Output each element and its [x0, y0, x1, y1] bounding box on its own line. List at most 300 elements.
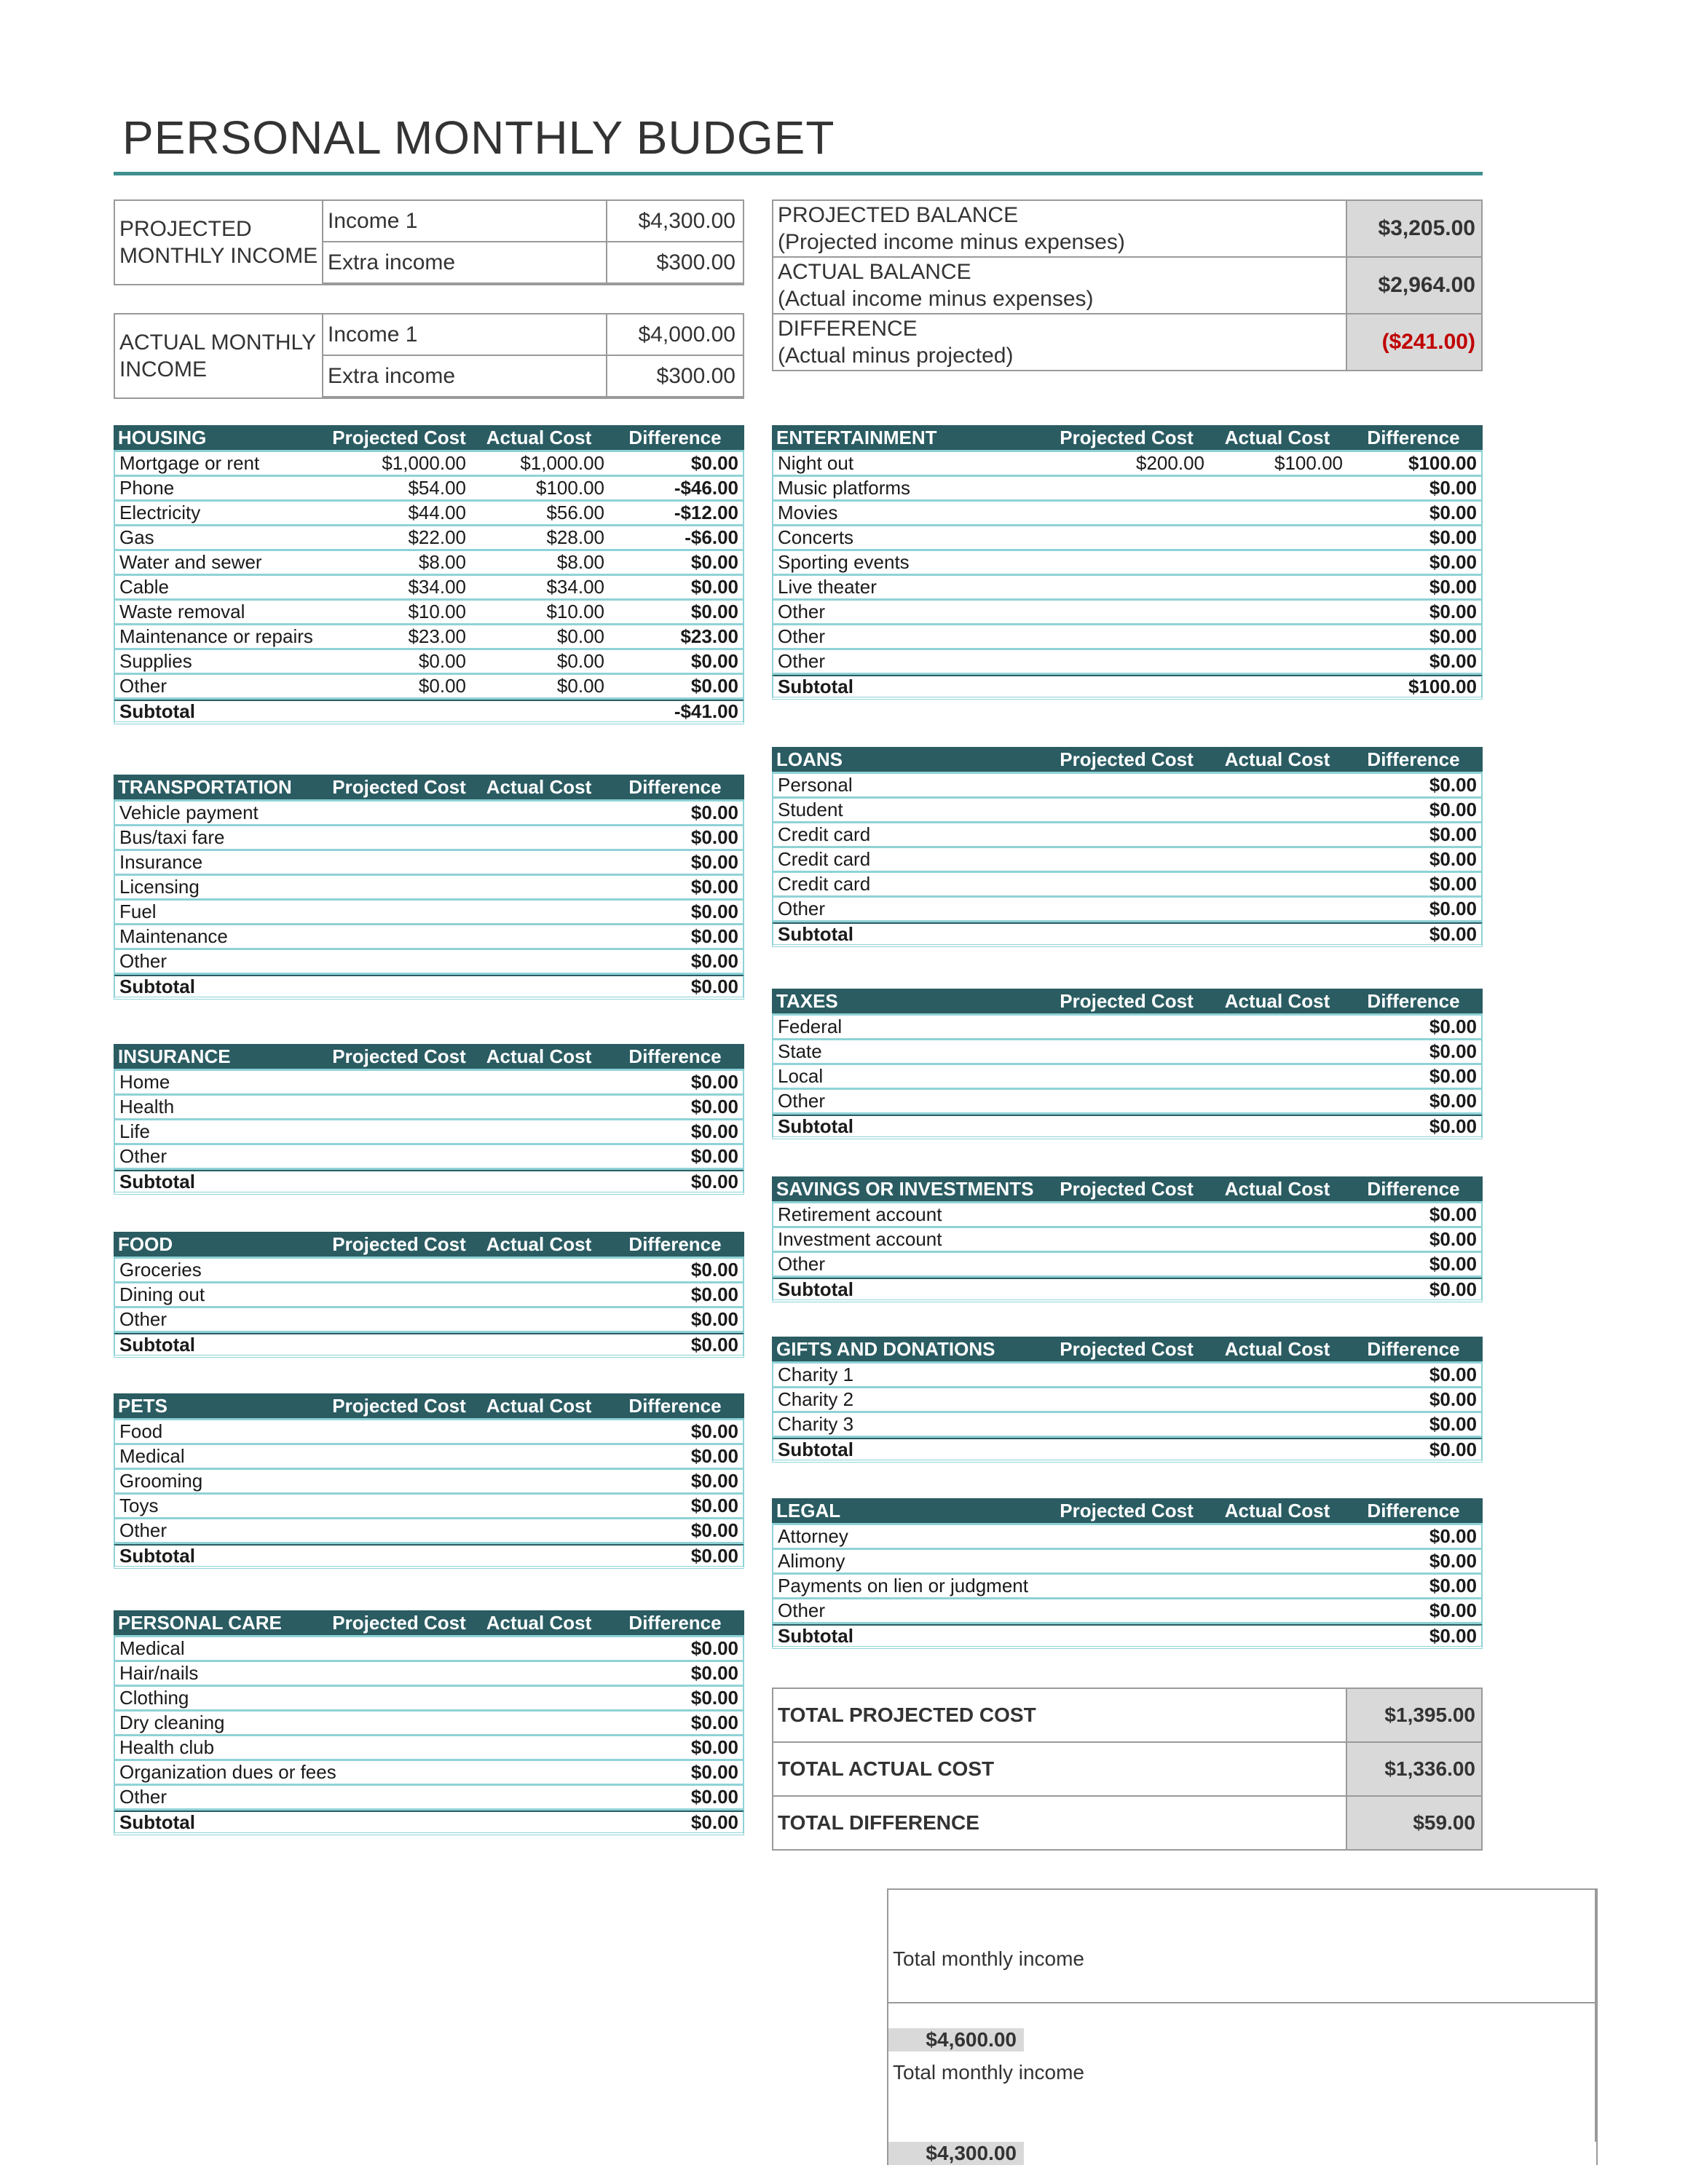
table-row [772, 823, 1483, 848]
difference-cell: $0.00 [690, 1283, 738, 1305]
column-header-projected: Projected Cost [332, 1045, 466, 1067]
table-row [772, 650, 1483, 675]
subtotal-row [114, 1811, 744, 1835]
column-header-projected: Projected Cost [1060, 748, 1194, 770]
projected-income-row [323, 201, 743, 242]
balance-note: (Actual minus projected) [778, 344, 1014, 368]
row-label: Water and sewer [119, 551, 262, 573]
difference-cell: $0.00 [1429, 1203, 1477, 1225]
difference-cell: $0.00 [690, 1308, 738, 1330]
subtotal-label: Subtotal [119, 1333, 195, 1356]
table-row [114, 502, 744, 526]
row-label: Total monthly income [888, 1890, 1596, 2028]
value-cell[interactable]: $300.00 [656, 250, 735, 274]
row-label: Live theater [778, 576, 877, 598]
table-header [114, 1232, 744, 1259]
table-row [114, 675, 744, 700]
difference-cell: $0.00 [690, 1071, 738, 1093]
table-header [114, 1610, 744, 1637]
difference-cell: $0.00 [1429, 1090, 1477, 1112]
projected-balance-row [773, 201, 1481, 258]
title-divider [114, 172, 1483, 175]
actual-cost-cell[interactable]: $0.00 [556, 625, 604, 647]
difference-cell: $0.00 [690, 851, 738, 873]
column-header-difference: Difference [1367, 989, 1460, 1012]
projected-cost-cell[interactable]: $22.00 [408, 526, 466, 548]
actual-cost-cell[interactable]: $100.00 [1274, 452, 1343, 474]
row-label: Waste removal [119, 601, 245, 622]
table-row [772, 625, 1483, 650]
difference-cell: $0.00 [1429, 873, 1477, 895]
table-row [772, 1364, 1483, 1388]
table-row [114, 1662, 744, 1687]
column-header-projected: Projected Cost [1060, 1177, 1194, 1200]
difference-cell: $0.00 [1429, 1388, 1477, 1410]
value-cell[interactable]: $4,000.00 [638, 322, 735, 347]
subtotal-value: $0.00 [1429, 1624, 1477, 1647]
projected-cost-cell[interactable]: $54.00 [408, 477, 466, 499]
value-cell[interactable]: $4,300.00 [638, 208, 735, 233]
table-header [114, 1044, 744, 1071]
difference-cell: $0.00 [690, 1519, 738, 1541]
difference-cell: $0.00 [690, 1786, 738, 1808]
subtotal-value: $100.00 [1408, 675, 1477, 697]
row-label: State [778, 1040, 822, 1062]
row-label: Other [778, 1599, 826, 1621]
subtotal-value: $0.00 [690, 1170, 738, 1192]
column-header-actual: Actual Cost [1224, 989, 1330, 1012]
difference-cell: $0.00 [690, 576, 738, 598]
row-label: Local [778, 1065, 824, 1087]
projected-cost-cell[interactable]: $0.00 [418, 650, 466, 672]
category-title: LOANS [776, 748, 843, 770]
subtotal-value: $0.00 [690, 1544, 738, 1567]
difference-cell: $0.00 [1429, 1065, 1477, 1087]
actual-cost-cell[interactable]: $1,000.00 [520, 452, 604, 474]
row-label: Hair/nails [119, 1662, 199, 1684]
subtotal-label: Subtotal [119, 1170, 195, 1192]
row-label: Health club [119, 1736, 215, 1758]
actual-cost-cell[interactable]: $34.00 [546, 576, 604, 598]
row-label: Attorney [778, 1525, 848, 1547]
row-label: Sporting events [778, 551, 910, 573]
table-row [114, 601, 744, 625]
subtotal-row [772, 675, 1483, 700]
table-row [114, 826, 744, 851]
table-row [772, 1253, 1483, 1278]
difference-cell: $0.00 [1429, 848, 1477, 870]
difference-cell: $0.00 [690, 1420, 738, 1442]
subtotal-value: $0.00 [1429, 1278, 1477, 1300]
subtotal-value: $0.00 [690, 975, 738, 997]
table-row [772, 1040, 1483, 1065]
balance-note: (Projected income minus expenses) [778, 230, 1125, 254]
table-row [114, 477, 744, 502]
table-row [114, 1145, 744, 1170]
table-row [114, 1308, 744, 1333]
difference-cell: $100.00 [1408, 452, 1477, 474]
balance-title: PROJECTED BALANCE [778, 203, 1019, 227]
table-row [114, 1736, 744, 1761]
row-label: Extra income [323, 242, 607, 282]
table-row [772, 1228, 1483, 1253]
subtotal-row [772, 1624, 1483, 1649]
row-label: Other [119, 950, 167, 972]
legal-table [772, 1498, 1483, 1649]
balance-title: ACTUAL BALANCE [778, 260, 971, 284]
table-row [114, 650, 744, 675]
projected-cost-cell[interactable]: $10.00 [408, 601, 466, 622]
subtotal-label: Subtotal [778, 1438, 853, 1460]
row-label: Music platforms [778, 477, 911, 499]
table-row [772, 774, 1483, 799]
table-row [114, 1071, 744, 1096]
subtotal-label: Subtotal [778, 1278, 853, 1300]
difference-cell: $0.00 [690, 1470, 738, 1492]
table-row [114, 576, 744, 601]
subtotal-row [114, 1333, 744, 1358]
subtotal-row [114, 975, 744, 1000]
table-header [772, 1337, 1483, 1364]
difference-cell: $0.00 [1429, 576, 1477, 598]
difference-cell: $0.00 [1429, 1525, 1477, 1547]
table-row [772, 1575, 1483, 1599]
difference-cell: $0.00 [1429, 823, 1477, 845]
table-row [772, 452, 1483, 477]
table-row [114, 1470, 744, 1495]
row-label: Other [778, 898, 826, 919]
difference-cell: $0.00 [690, 452, 738, 474]
table-row [114, 551, 744, 576]
table-row [114, 1761, 744, 1786]
row-label: Medical [119, 1445, 185, 1467]
row-label: Dining out [119, 1283, 205, 1305]
row-label: Charity 3 [778, 1413, 854, 1435]
table-row [114, 1495, 744, 1519]
difference-cell: $0.00 [690, 1145, 738, 1167]
table-row [114, 950, 744, 975]
row-label: Credit card [778, 873, 871, 895]
difference-cell: $0.00 [690, 802, 738, 823]
projected-balance-value: $3,205.00 [1347, 201, 1481, 256]
balance-label [773, 201, 1347, 256]
difference-cell: $0.00 [1429, 650, 1477, 672]
column-header-difference: Difference [628, 426, 722, 448]
row-label: Cable [119, 576, 169, 598]
balance-label [773, 314, 1347, 370]
difference-cell: $0.00 [690, 601, 738, 622]
subtotal-value: $0.00 [690, 1333, 738, 1356]
row-label: Retirement account [778, 1203, 942, 1225]
column-header-difference: Difference [1367, 1177, 1460, 1200]
difference-cell: -$6.00 [685, 526, 738, 548]
difference-cell: $0.00 [690, 1495, 738, 1516]
row-label: Charity 1 [778, 1364, 854, 1385]
projected-income-row [323, 242, 743, 284]
difference-cell: $0.00 [690, 551, 738, 573]
row-label: Other [119, 1786, 167, 1808]
actual-income-row [323, 314, 743, 356]
total-value-cell: $4,300.00 [888, 2142, 1024, 2165]
row-label: Supplies [119, 650, 192, 672]
subtotal-row [114, 1170, 744, 1195]
difference-cell: $0.00 [690, 1687, 738, 1709]
row-label: Other [778, 650, 826, 672]
column-header-actual: Actual Cost [1224, 426, 1330, 448]
difference-cell: $0.00 [1429, 1016, 1477, 1037]
table-row [114, 1445, 744, 1470]
difference-cell: $0.00 [1429, 1413, 1477, 1435]
subtotal-label: Subtotal [119, 700, 195, 722]
projected-cost-cell[interactable]: $23.00 [408, 625, 466, 647]
row-label: Federal [778, 1016, 843, 1037]
row-label: Groceries [119, 1259, 202, 1281]
projected-cost-cell[interactable]: $1,000.00 [382, 452, 466, 474]
category-title: LEGAL [776, 1499, 841, 1522]
table-row [772, 1016, 1483, 1040]
table-row [772, 799, 1483, 823]
row-label: Other [119, 1308, 167, 1330]
total-actual-value: $1,336.00 [1347, 1743, 1481, 1795]
column-header-projected: Projected Cost [1060, 426, 1194, 448]
difference-cell: $0.00 [1429, 1575, 1477, 1597]
difference-cell: $0.00 [690, 1712, 738, 1733]
difference-cell: $0.00 [1429, 502, 1477, 523]
row-label: Licensing [119, 876, 200, 898]
projected-cost-cell[interactable]: $44.00 [408, 502, 466, 523]
difference-cell: $0.00 [690, 1445, 738, 1467]
table-row [114, 1519, 744, 1544]
projected-cost-cell[interactable]: $8.00 [418, 551, 466, 573]
difference-cell: $0.00 [1429, 774, 1477, 796]
row-label: Income 1 [323, 201, 607, 241]
actual-cost-cell[interactable]: $8.00 [556, 551, 604, 573]
personal-care-table [114, 1610, 744, 1835]
actual-balance-row [773, 258, 1481, 314]
column-header-projected: Projected Cost [1060, 1499, 1194, 1522]
category-title: INSURANCE [118, 1045, 231, 1067]
subtotal-row [114, 1544, 744, 1569]
actual-income-label: ACTUAL MONTHLY INCOME [115, 314, 323, 397]
table-row [114, 1712, 744, 1736]
subtotal-row [772, 1115, 1483, 1139]
column-header-actual: Actual Cost [486, 1233, 592, 1255]
difference-cell: $0.00 [1429, 1364, 1477, 1385]
column-header-actual: Actual Cost [486, 1045, 592, 1067]
category-title: PETS [118, 1394, 167, 1417]
column-header-difference: Difference [628, 1394, 722, 1417]
table-row [772, 601, 1483, 625]
table-row [114, 802, 744, 826]
savings-or-investments-table [772, 1176, 1483, 1302]
row-label: Credit card [778, 848, 871, 870]
difference-cell: $0.00 [690, 1662, 738, 1684]
difference-cell: $0.00 [690, 1259, 738, 1281]
column-header-difference: Difference [628, 1233, 722, 1255]
balance-title: DIFFERENCE [778, 317, 918, 341]
difference-cell: $0.00 [1429, 551, 1477, 573]
difference-row [773, 314, 1481, 370]
subtotal-label: Subtotal [119, 1811, 195, 1833]
difference-cell: $0.00 [690, 901, 738, 922]
table-row [114, 851, 744, 876]
column-header-projected: Projected Cost [332, 1233, 466, 1255]
difference-cell: $0.00 [690, 1761, 738, 1783]
total-label: TOTAL ACTUAL COST [773, 1743, 1347, 1795]
row-label: Alimony [778, 1550, 845, 1572]
actual-cost-cell[interactable]: $100.00 [536, 477, 604, 499]
difference-cell: $0.00 [690, 1637, 738, 1659]
column-header-difference: Difference [628, 775, 722, 798]
row-label: Concerts [778, 526, 854, 548]
projected-income-label: PROJECTED MONTHLY INCOME [115, 201, 323, 284]
row-label: Personal [778, 774, 853, 796]
table-row [772, 1388, 1483, 1413]
table-row [772, 1599, 1483, 1624]
table-row [114, 1786, 744, 1811]
category-title: HOUSING [118, 426, 207, 448]
column-header-projected: Projected Cost [332, 426, 466, 448]
row-label: Organization dues or fees [119, 1761, 336, 1783]
subtotal-row [772, 1438, 1483, 1463]
table-row [772, 848, 1483, 873]
difference-cell: $0.00 [1429, 1228, 1477, 1250]
difference-cell: $0.00 [690, 675, 738, 697]
difference-cell: $0.00 [1429, 1253, 1477, 1275]
actual-cost-cell[interactable]: $10.00 [546, 601, 604, 622]
difference-cell: $0.00 [1429, 898, 1477, 919]
row-label: Grooming [119, 1470, 203, 1492]
loans-table [772, 747, 1483, 947]
table-row [772, 551, 1483, 576]
table-row [114, 1687, 744, 1712]
totals-box [772, 1688, 1483, 1851]
table-row [772, 1550, 1483, 1575]
row-label: Other [119, 675, 167, 697]
row-label: Other [778, 1090, 826, 1112]
row-label: Total monthly income [888, 2003, 1596, 2142]
subtotal-label: Subtotal [778, 1115, 853, 1137]
total-difference-row [773, 1797, 1481, 1849]
column-header-projected: Projected Cost [1060, 989, 1194, 1012]
column-header-actual: Actual Cost [486, 426, 592, 448]
row-label: Payments on lien or judgment [778, 1575, 1028, 1597]
difference-cell: $0.00 [690, 1736, 738, 1758]
difference-cell: $23.00 [680, 625, 738, 647]
subtotal-row [772, 922, 1483, 947]
row-label: Dry cleaning [119, 1712, 225, 1733]
table-header [114, 775, 744, 802]
actual-cost-cell[interactable]: $56.00 [546, 502, 604, 523]
actual-cost-cell[interactable]: $28.00 [546, 526, 604, 548]
total-actual-row [773, 1743, 1481, 1797]
actual-cost-cell[interactable]: $0.00 [556, 650, 604, 672]
difference-cell: $0.00 [690, 950, 738, 972]
taxes-table [772, 989, 1483, 1139]
difference-cell: $0.00 [690, 826, 738, 848]
table-row [772, 1090, 1483, 1115]
row-label: Investment account [778, 1228, 942, 1250]
category-title: TAXES [776, 989, 838, 1012]
table-row [114, 876, 744, 901]
column-header-actual: Actual Cost [1224, 1177, 1330, 1200]
table-row [772, 1065, 1483, 1090]
row-label: Movies [778, 502, 838, 523]
row-label: Gas [119, 526, 154, 548]
value-cell[interactable]: $300.00 [656, 363, 735, 388]
total-value-cell: $4,600.00 [888, 2028, 1024, 2052]
pets-table [114, 1393, 744, 1569]
row-label: Credit card [778, 823, 871, 845]
row-label: Extra income [323, 356, 607, 396]
subtotal-label: Subtotal [778, 922, 853, 945]
difference-value: ($241.00) [1347, 314, 1481, 370]
row-label: Clothing [119, 1687, 189, 1709]
row-label: Other [778, 625, 826, 647]
table-row [772, 1203, 1483, 1228]
category-title: ENTERTAINMENT [776, 426, 937, 448]
category-title: SAVINGS OR INVESTMENTS [776, 1177, 1034, 1200]
column-header-actual: Actual Cost [486, 1394, 592, 1417]
subtotal-label: Subtotal [778, 675, 853, 697]
projected-cost-cell[interactable]: $34.00 [408, 576, 466, 598]
difference-cell: $0.00 [690, 650, 738, 672]
column-header-difference: Difference [628, 1611, 722, 1634]
column-header-actual: Actual Cost [1224, 1499, 1330, 1522]
column-header-projected: Projected Cost [332, 775, 466, 798]
housing-table [114, 425, 744, 724]
row-label: Other [778, 601, 826, 622]
table-row [114, 452, 744, 477]
column-header-projected: Projected Cost [1060, 1337, 1194, 1360]
difference-cell: $0.00 [1429, 1550, 1477, 1572]
difference-cell: $0.00 [1429, 526, 1477, 548]
column-header-difference: Difference [1367, 426, 1460, 448]
row-label: Medical [119, 1637, 185, 1659]
balance-label [773, 258, 1347, 313]
row-label: Home [119, 1071, 170, 1093]
column-header-difference: Difference [1367, 748, 1460, 770]
column-header-actual: Actual Cost [1224, 1337, 1330, 1360]
subtotal-label: Subtotal [119, 1544, 195, 1567]
table-row [114, 1637, 744, 1662]
row-label: Charity 2 [778, 1388, 854, 1410]
actual-cost-cell[interactable]: $0.00 [556, 675, 604, 697]
subtotal-value: -$41.00 [674, 700, 738, 722]
row-label: Night out [778, 452, 854, 474]
table-row [772, 1413, 1483, 1438]
difference-cell: $0.00 [690, 925, 738, 947]
projected-cost-cell[interactable]: $200.00 [1136, 452, 1204, 474]
balance-box [772, 199, 1483, 371]
row-label: Student [778, 799, 843, 820]
table-header [772, 1498, 1483, 1525]
row-label: Maintenance or repairs [119, 625, 313, 647]
difference-cell: $0.00 [1429, 625, 1477, 647]
table-row [114, 1120, 744, 1145]
table-header [772, 425, 1483, 452]
difference-cell: $0.00 [1429, 1599, 1477, 1621]
table-row [772, 502, 1483, 526]
column-header-difference: Difference [1367, 1499, 1460, 1522]
difference-cell: $0.00 [1429, 601, 1477, 622]
row-label: Other [119, 1519, 167, 1541]
insurance-table [114, 1044, 744, 1195]
column-header-actual: Actual Cost [486, 1611, 592, 1634]
difference-cell: $0.00 [690, 1120, 738, 1142]
projected-cost-cell[interactable]: $0.00 [418, 675, 466, 697]
difference-cell: $0.00 [1429, 477, 1477, 499]
